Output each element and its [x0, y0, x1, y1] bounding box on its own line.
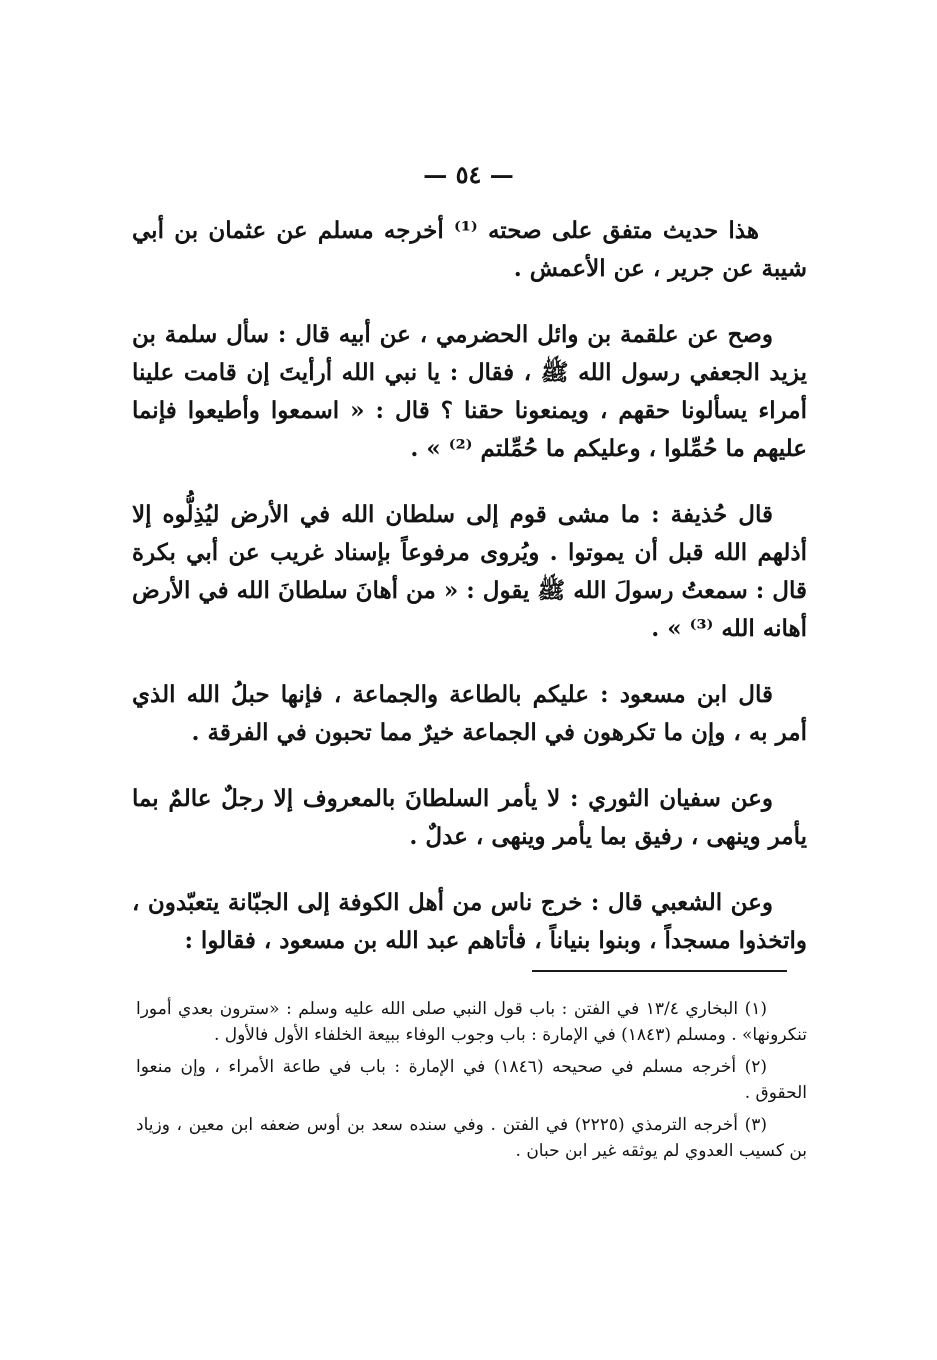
footnote-separator — [532, 970, 787, 972]
paragraph-sufyan: وعن سفيان الثوري : لا يأمر السلطانَ بالمعروف إلا رجلٌ عالمٌ بما يأمر وينهى ، رفيق بما يأمر وينهى ، عدلٌ . — [132, 785, 807, 850]
main-text — [132, 212, 807, 988]
paragraph-hadith-agreed: هذا حديث متفق على صحته ⁽¹⁾ أخرجه مسلم عن عثمان بن أبي شيبة عن جرير ، عن الأعمش . — [132, 217, 807, 282]
paragraph-alqama: وصح عن علقمة بن وائل الحضرمي ، عن أبيه قال : سأل سلمة بن يزيد الجعفي رسول الله ﷺ ، فقال : يا نبي الله أرأيتَ إن قامت علينا أمراء يسألونا حقهم ، ويمنعونا حقنا ؟ قال : « اسمعوا وأطيعوا فإنما عليهم ما حُمِّلوا ، وعليكم ما حُمِّلتم ⁽²⁾ » . — [132, 321, 807, 462]
footnote-3: (٣) أخرجه الترمذي (٢٢٢٥) في الفتن . وفي سنده سعد بن أوس ضعفه ابن معين ، وزياد بن كسيب العدوي لم يوثقه غير ابن حبان . — [136, 1115, 807, 1161]
paragraph-hudhayfa: قال حُذيفة : ما مشى قوم إلى سلطان الله في الأرض ليُذِلُّوه إلا أذلهم الله قبل أن يموتوا . ويُروى مرفوعاً بإسناد غريب عن أبي بكرة قال : سمعتُ رسولَ الله ﷺ يقول : « من أهانَ سلطانَ الله في الأرض أهانه الله ⁽³⁾ » . — [132, 501, 807, 642]
paragraph-ibn-masud: قال ابن مسعود : عليكم بالطاعة والجماعة ، فإنها حبلُ الله الذي أمر به ، وإن ما تكرهون في الجماعة خيرٌ مما تحبون في الفرقة . — [132, 681, 807, 746]
page-number: — ٥٤ — — [423, 160, 514, 189]
footnotes — [136, 996, 807, 1170]
footnote-2: (٢) أخرجه مسلم في صحيحه (١٨٤٦) في الإمارة : باب في طاعة الأمراء ، وإن منعوا الحقوق . — [136, 1057, 807, 1103]
footnote-1: (١) البخاري ١٣/٤ في الفتن : باب قول النبي صلى الله عليه وسلم : «سترون بعدي أمورا تنكرونها» . ومسلم (١٨٤٣) في الإمارة : باب وجوب الوفاء ببيعة الخلفاء الأول فالأول . — [136, 999, 807, 1045]
paragraph-shabi: وعن الشعبي قال : خرج ناس من أهل الكوفة إلى الجبّانة يتعبّدون ، واتخذوا مسجداً ، وبنوا بنياناً ، فأتاهم عبد الله بن مسعود ، فقالوا : — [132, 889, 807, 954]
